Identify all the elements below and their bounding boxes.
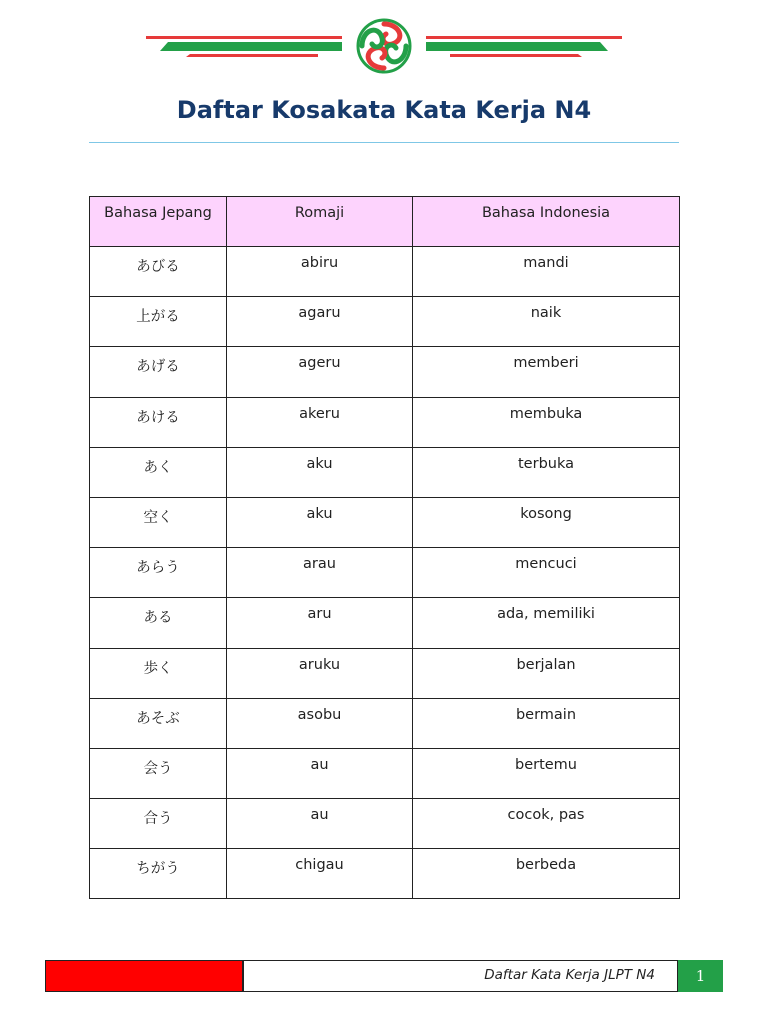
cell-indonesian: bermain (413, 698, 680, 748)
header-indonesian: Bahasa Indonesia (413, 197, 680, 247)
cell-romaji: asobu (227, 698, 413, 748)
table-row (90, 497, 680, 547)
swirl-logo-icon (358, 20, 410, 72)
cell-romaji: ageru (227, 347, 413, 397)
right-stripes (426, 36, 622, 57)
footer-text: Daftar Kata Kerja JLPT N4 (484, 967, 655, 983)
footer-red-bar (45, 960, 243, 992)
header-romaji: Romaji (227, 197, 413, 247)
cell-indonesian: kosong (413, 497, 680, 547)
cell-romaji: aku (227, 447, 413, 497)
cell-romaji: aruku (227, 648, 413, 698)
vocabulary-table (89, 196, 680, 899)
table-row (90, 297, 680, 347)
cell-japanese: あく (90, 447, 227, 497)
cell-japanese: あびる (90, 247, 227, 297)
page-title: Daftar Kosakata Kata Kerja N4 (176, 96, 592, 124)
table-row (90, 397, 680, 447)
cell-japanese: ちがう (90, 849, 227, 899)
footer-label-box (243, 960, 678, 992)
cell-japanese: ある (90, 598, 227, 648)
cell-indonesian: bertemu (413, 748, 680, 798)
cell-japanese: 上がる (90, 297, 227, 347)
cell-japanese: あげる (90, 347, 227, 397)
table-row (90, 799, 680, 849)
table-header-row (90, 197, 680, 247)
cell-indonesian: membuka (413, 397, 680, 447)
cell-indonesian: memberi (413, 347, 680, 397)
table-row (90, 648, 680, 698)
title-divider (89, 142, 679, 143)
cell-japanese: あそぶ (90, 698, 227, 748)
cell-indonesian: mencuci (413, 548, 680, 598)
cell-romaji: chigau (227, 849, 413, 899)
cell-japanese: 会う (90, 748, 227, 798)
cell-romaji: aru (227, 598, 413, 648)
page-footer (45, 960, 723, 992)
cell-romaji: au (227, 748, 413, 798)
table-row (90, 849, 680, 899)
cell-romaji: agaru (227, 297, 413, 347)
cell-japanese: 空く (90, 497, 227, 547)
cell-japanese: あらう (90, 548, 227, 598)
cell-romaji: arau (227, 548, 413, 598)
table-row (90, 698, 680, 748)
header-japanese: Bahasa Jepang (90, 197, 227, 247)
table-row (90, 447, 680, 497)
cell-japanese: あける (90, 397, 227, 447)
cell-indonesian: berbeda (413, 849, 680, 899)
cell-romaji: abiru (227, 247, 413, 297)
cell-indonesian: cocok, pas (413, 799, 680, 849)
cell-indonesian: berjalan (413, 648, 680, 698)
table-row (90, 347, 680, 397)
cell-romaji: aku (227, 497, 413, 547)
header-banner (0, 0, 768, 90)
cell-romaji: akeru (227, 397, 413, 447)
left-stripes (146, 36, 342, 57)
cell-romaji: au (227, 799, 413, 849)
cell-japanese: 合う (90, 799, 227, 849)
table-row (90, 247, 680, 297)
cell-indonesian: ada, memiliki (413, 598, 680, 648)
table-row (90, 548, 680, 598)
table-row (90, 748, 680, 798)
cell-indonesian: naik (413, 297, 680, 347)
cell-japanese: 歩く (90, 648, 227, 698)
cell-indonesian: terbuka (413, 447, 680, 497)
page-number: 1 (678, 960, 723, 992)
cell-indonesian: mandi (413, 247, 680, 297)
table-row (90, 598, 680, 648)
